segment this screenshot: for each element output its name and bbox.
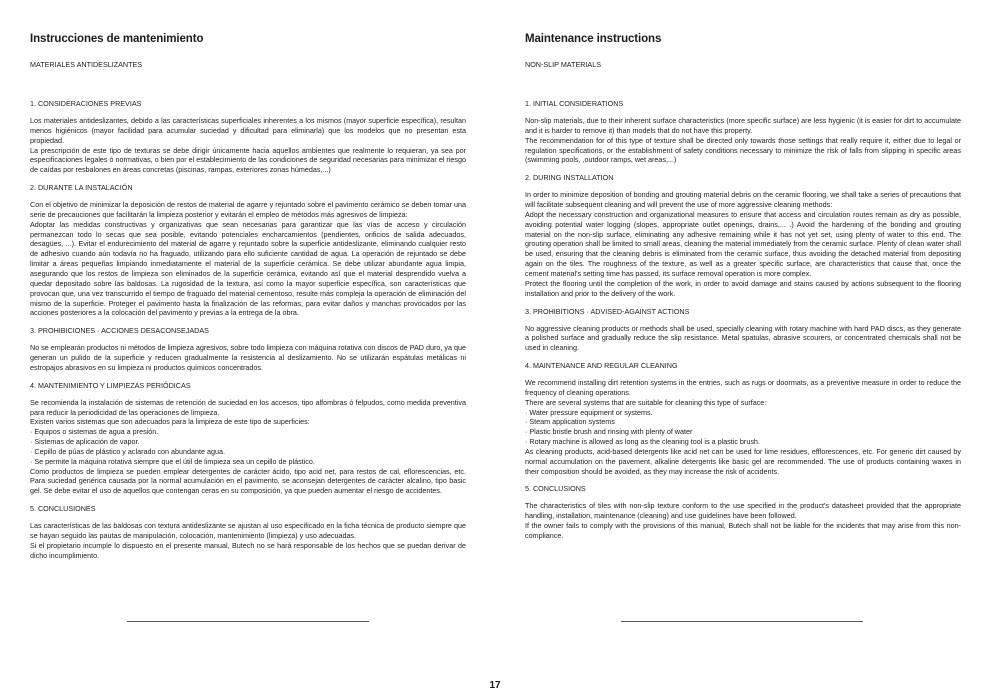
paragraph: Como productos de limpieza se pueden emplear detergentes de carácter ácido, tipo acid net, para restos de cal, eflorescencias, etc. Para suciedad genérica causada por la normal acumulación en el pavimento, se aconsejan detergentes de carácter alcalino, tipo basic gel. Se debe evitar el uso de aquellos que contengan ceras en su composición, ya que pueden aumentar el riesgo de accidentes. (30, 466, 466, 496)
paragraph: Adopt the necessary construction and organizational measures to ensure that access and circulation routes remain as dry as possible, avoiding potential water logging (slopes, appropriate outlet openings, drains,... .) Avoid the hardening of the bonding and grouting material on the non-slip surface, eliminating any adhesive remaining while it has not yet set, using plenty of water to this end. The grouting operation shall be limited to small areas, cleaning the material immediately from the ceramic surface. Plenty of clean water shall be used, ensuring that the cleaning debris is eliminated from the ceramic surface, thus avoiding the detached material from depositing again on the tiles. The roughness of the texture, as well as a greater specific surface, are characteristics that cause that, once the cement material's setting time has passed, its surface removal operation is more complex. (525, 209, 961, 278)
paragraph: The characteristics of tiles with non-slip texture conform to the use specified in the product's datasheet provided that the appropriate handling, installation, maintenance (cleaning) and use guidelines have been followed. (525, 501, 961, 521)
paragraph: As cleaning products, acid-based detergents like acid net can be used for lime residues, efflorescences, etc. For generic dirt caused by normal accumulation on the pavement, alkaline detergents like basic gel are recommended. The use of products containing waxes in their composition should be avoided, as they may increase the risk of accidents. (525, 446, 961, 476)
spanish-title: Instrucciones de mantenimiento (30, 33, 204, 45)
spanish-section-5-body (30, 521, 466, 560)
paragraph: No se emplearán productos ni métodos de limpieza agresivos, sobre todo limpieza con máquina rotativa con discos de PAD duro, ya que generan un pulido de la superficie y reducen gradualmente la resistencia al deslizamiento. No se utilizarán espátulas metálicas ni estropajos abrasivos en su limpieza ni productos químicos concentrados. (30, 343, 466, 372)
paragraph: Existen varios sistemas que son adecuados para la limpieza de este tipo de superficies: (30, 417, 310, 427)
paragraph: Non-slip materials, due to their inherent surface characteristics (more specific surface) are less hygienic (it is easier for dirt to accumulate and it is harder to remove it) than models that do not have this property. (525, 116, 961, 135)
spanish-column (30, 30, 466, 561)
list-item: · Water pressure equipment or systems. (525, 407, 653, 417)
english-section-3-body (525, 324, 961, 354)
spanish-section-1-body (30, 116, 466, 175)
spanish-section-4-body (30, 398, 466, 496)
paragraph: We recommend installing dirt retention systems in the entries, such as rugs or doormats, as a preventive measure in order to reduce the frequency of cleaning operations. (525, 378, 961, 397)
list-item: · Sistemas de aplicación de vapor. (30, 437, 140, 447)
english-title: Maintenance instructions (525, 33, 662, 45)
spanish-divider (127, 621, 369, 622)
english-section-5-body (525, 501, 961, 540)
spanish-section-5-heading: 5. CONCLUSIONES (30, 504, 96, 514)
list-item: · Plastic bristle brush and rinsing with plenty of water (525, 427, 693, 437)
spanish-section-2-body (30, 200, 466, 318)
list-item: · Cepillo de púas de plástico y aclarado con abundante agua. (30, 446, 225, 456)
paragraph: Protect the flooring until the completion of the work, in order to avoid damage and stains caused by actions subsequent to the flooring installation and prior to the delivery of the work. (525, 278, 961, 298)
paragraph: Si el propietario incumple lo dispuesto en el presente manual, Butech no se hará responsable de los hechos que se puedan derivar de dicho incumplimiento. (30, 540, 466, 560)
spanish-subtitle: MATERIALES ANTIDESLIZANTES (30, 60, 143, 69)
english-section-5-heading: 5. CONCLUSIONS (525, 484, 586, 494)
paragraph: Los materiales antideslizantes, debido a las características superficiales inherentes a los mismos (mayor superficie específica), resultan menos higiénicos (mayor facilidad para acumular suciedad y dificultad para eliminarla) que los modelos que no presentan esta propiedad. (30, 116, 466, 145)
english-section-4-body (525, 378, 961, 476)
paragraph: No aggressive cleaning products or methods shall be used, specially cleaning with rotary machine with hard PAD discs, as they generate a polished surface and gradually reduce the slip resistance. Metal spatulas, abrasive scourers, or concentrated chemicals shall not be used in cleaning. (525, 323, 961, 353)
paragraph: The recommendation for of this type of texture shall be directed only towards those settings that really require it, either due to legal or regulation specifications, or the establishment of safety conditions necessary to minimize the risk of falls from slipping in specific areas (swimming pools, ,outdoor ramps, wet areas,...) (525, 135, 961, 165)
paragraph: There are several systems that are suitable for cleaning this type of surface: (525, 397, 767, 407)
list-item: · Steam application systems (525, 417, 615, 427)
paragraph: Las características de las baldosas con textura antideslizante se ajustan al uso especificado en la ficha técnica de producto siempre que se hayan seguido las pautas de manipulación, colocación, mantenimiento (limpieza) y uso adecuadas. (30, 521, 466, 540)
spanish-section-1-heading: 1. CONSIDERACIONES PREVIAS (30, 99, 142, 108)
english-section-2-heading: 2. DURING INSTALLATION (525, 173, 614, 183)
english-section-2-body (525, 190, 961, 298)
paragraph: Adoptar las medidas constructivas y organizativas que sean necesarias para garantizar que las vías de acceso y circulación permanezcan todo lo secas que sea posible, evitando potenciales encharcamientos (pendientes, orificios de salida adecuados, desagües, ...). Evitar el endurecimiento del material de agarre y rejuntado sobre la superficie antideslizante, eliminando cualquier resto de adhesivo cuando aún todavía no ha fraguado, utilizando para ello suficiente cantidad de agua. La operación de rejuntado se debe limitar a áreas pequeñas limpiando inmediatamente el material de la superficie cerámica. Se debe utilizar abundante agua limpia, asegurando que los restos de limpieza son eliminados de la superficie cerámica, evitando así que el material desprendido vuelva a quedar depositado sobre las baldosas. La rugosidad de la textura, así como la mayor superficie específica, son características que provocan que, una vez transcurrido el tiempo de fraguado del material cementoso, resulte más compleja la operación de eliminación del mismo de la superficie. Proteger el pavimento hasta la finalización de las reformas, para evitar daños y manchas provocados por las acciones posteriores a la colocación del pavimento y previas a la entrega de la obra. (30, 219, 466, 318)
english-section-4-heading: 4. MAINTENANCE AND REGULAR CLEANING (525, 361, 678, 371)
english-column (525, 30, 961, 541)
english-section-1-heading: 1. INITIAL CONSIDERATIONS (525, 99, 624, 108)
paragraph: Se recomienda la instalación de sistemas de retención de suciedad en los accesos, tipo alfombras ó felpudos, como medida preventiva para reducir la periodicidad de las operaciones de limpieza. (30, 397, 466, 417)
spanish-section-4-heading: 4. MANTENIMIENTO Y LIMPIEZAS PERIÓDICAS (30, 380, 191, 390)
paragraph: Con el objetivo de minimizar la deposición de restos de material de agarre y rejuntado sobre el pavimento cerámico se deben tomar una serie de precauciones que facilitarán la limpieza posterior y evitarán el empleo de métodos más agresivos de limpieza: (30, 200, 466, 219)
list-item: · Se permite la máquina rotativa siempre que el útil de limpieza sea un cepillo de plástico. (30, 456, 315, 466)
spanish-section-3-body (30, 343, 466, 373)
list-item: · Rotary machine is allowed as long as the cleaning tool is a plastic brush. (525, 437, 760, 447)
english-divider (621, 621, 863, 622)
page-number: 17 (489, 680, 501, 691)
spanish-section-2-heading: 2. DURANTE LA INSTALACIÓN (30, 183, 133, 193)
english-subtitle: NON-SLIP MATERIALS (525, 60, 602, 69)
english-section-1-body (525, 116, 961, 165)
paragraph: La prescripción de este tipo de texturas se debe dirigir únicamente hacia aquellos ambientes que realmente lo requieran, ya sea por especificaciones legales ó normativas, o bien por el establecimiento de las condiciones de seguridad necesarias para minimizar el riesgo de caídas por resbalones en áreas concretas (piscinas, rampas, exteriores zonas húmedas,...) (30, 145, 466, 175)
english-section-3-heading: 3. PROHIBITIONS · ADVISED-AGAINST ACTIONS (525, 306, 690, 316)
list-item: · Equipos o sistemas de agua a presión. (30, 427, 159, 437)
spanish-section-3-heading: 3. PROHIBICIONES · ACCIONES DESACONSEJADAS (30, 326, 209, 336)
paragraph: In order to minimize deposition of bonding and grouting material debris on the ceramic flooring, we shall take a series of precautions that will facilitate subsequent cleaning and will prevent the use of more aggressive cleaning methods: (525, 190, 961, 210)
paragraph: If the owner fails to comply with the provisions of this manual, Butech shall not be liable for the incidents that may arise from this non-compliance. (525, 521, 961, 540)
